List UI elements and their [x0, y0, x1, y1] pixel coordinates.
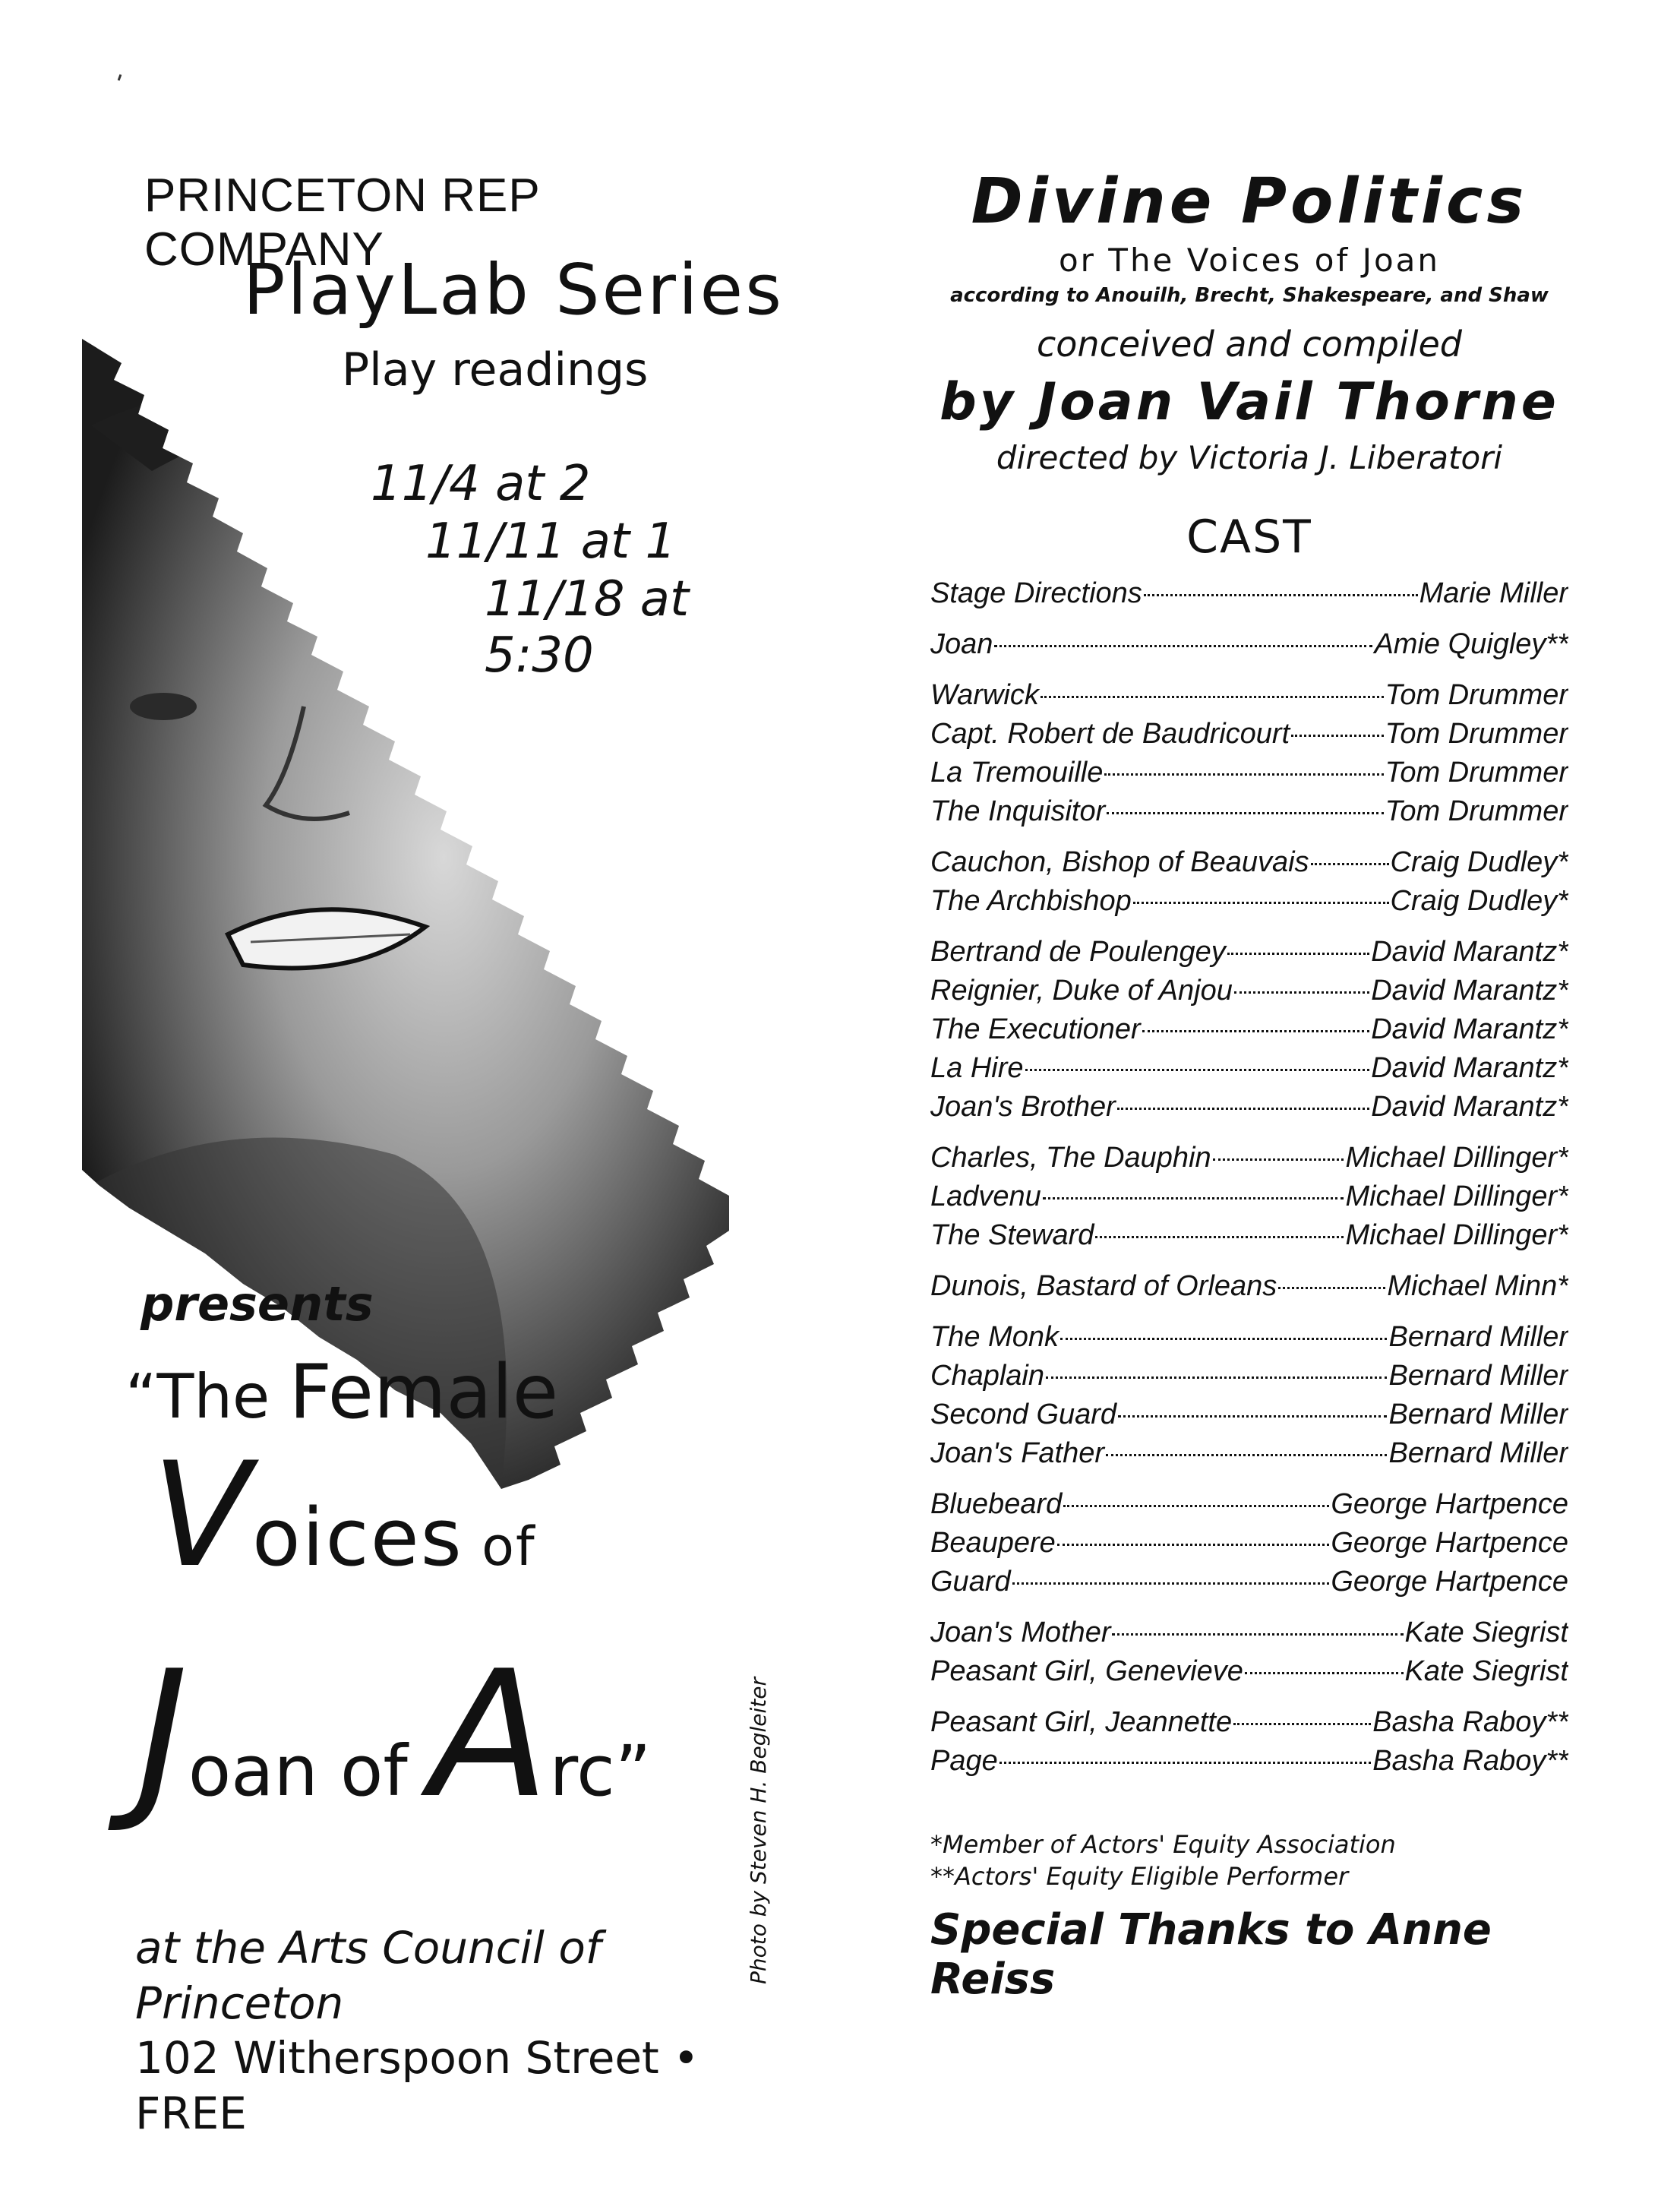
cast-role: Beaupere	[930, 1527, 1056, 1559]
cast-actor: Kate Siegrist	[1404, 1617, 1568, 1648]
cast-role: Dunois, Bastard of Orleans	[930, 1270, 1277, 1302]
dot-leader	[1107, 812, 1383, 814]
play-subtitle: or The Voices of Joan	[1058, 242, 1441, 279]
dot-leader	[1012, 1582, 1330, 1585]
cast-role: Second Guard	[930, 1399, 1117, 1430]
title-part: of	[463, 1516, 536, 1578]
cast-role: Joan's Father	[930, 1437, 1105, 1469]
cast-row	[930, 1655, 1568, 1694]
cast-row	[930, 1527, 1568, 1566]
cast-group	[930, 628, 1568, 667]
cast-row	[930, 1488, 1568, 1527]
show-title-line2	[152, 1431, 536, 1599]
dot-leader	[1213, 1158, 1344, 1161]
readings-label: Play readings	[342, 343, 649, 397]
special-thanks: Special Thanks to Anne Reiss	[930, 1905, 1492, 2004]
dot-leader	[1311, 863, 1389, 865]
cast-role: Joan	[930, 628, 993, 660]
dot-leader	[1112, 1633, 1403, 1636]
cast-actor: Basha Raboy**	[1372, 1706, 1568, 1738]
dot-leader	[1133, 902, 1389, 904]
title-part: J	[137, 1634, 188, 1837]
dot-leader	[1233, 1723, 1371, 1725]
dot-leader	[1060, 1338, 1388, 1340]
cast-role: Bertrand de Poulengey	[930, 936, 1226, 968]
cast-actor: David Marantz*	[1371, 975, 1568, 1007]
cast-row	[930, 1013, 1568, 1052]
cast-row	[930, 679, 1568, 718]
cast-list	[930, 577, 1568, 1796]
cast-heading: CAST	[1186, 510, 1312, 564]
cast-actor: Bernard Miller	[1388, 1321, 1568, 1353]
cast-role: La Tremouille	[930, 757, 1104, 789]
cast-actor: Craig Dudley*	[1390, 846, 1568, 878]
cast-group	[930, 1270, 1568, 1309]
cast-role: The Monk	[930, 1321, 1059, 1353]
cast-actor: Tom Drummer	[1385, 718, 1568, 750]
cast-role: Page	[930, 1745, 998, 1777]
cast-actor: Michael Dillinger*	[1345, 1142, 1568, 1174]
cast-role: Cauchon, Bishop of Beauvais	[930, 846, 1309, 878]
cast-group	[930, 577, 1568, 616]
dot-leader	[1234, 991, 1369, 994]
director-line: directed by Victoria J. Liberatori	[996, 439, 1503, 476]
cast-row	[930, 1270, 1568, 1309]
equity-note: **Actors' Equity Eligible Performer	[930, 1861, 1349, 1891]
dot-leader	[1046, 1376, 1387, 1379]
title-part: Female	[289, 1349, 559, 1436]
cast-role: Warwick	[930, 679, 1039, 711]
cast-actor: David Marantz*	[1371, 1091, 1568, 1123]
reading-date: 11/18 at 5:30	[485, 571, 690, 684]
title-part: A	[429, 1634, 550, 1837]
reading-date: 11/11 at 1	[425, 514, 677, 570]
dot-leader	[1142, 1030, 1370, 1032]
dot-leader	[1043, 1197, 1344, 1199]
cast-actor: George Hartpence	[1331, 1488, 1568, 1520]
title-part: rc”	[549, 1730, 652, 1812]
cast-actor: Basha Raboy**	[1372, 1745, 1568, 1777]
cast-role: Peasant Girl, Jeannette	[930, 1706, 1233, 1738]
cast-actor: Bernard Miller	[1388, 1399, 1568, 1430]
cast-row	[930, 885, 1568, 924]
cast-role: Stage Directions	[930, 577, 1142, 609]
cast-role: Charles, The Dauphin	[930, 1142, 1211, 1174]
title-part: oan of	[188, 1730, 430, 1812]
cast-role: Capt. Robert de Baudricourt	[930, 718, 1290, 750]
cast-group	[930, 1706, 1568, 1784]
cast-actor: Tom Drummer	[1385, 757, 1568, 789]
dot-leader	[1106, 1454, 1387, 1456]
cast-role: The Executioner	[930, 1013, 1141, 1045]
dot-leader	[1025, 1069, 1370, 1071]
cast-actor: Michael Dillinger*	[1345, 1181, 1568, 1212]
series-name: PlayLab Series	[243, 249, 785, 330]
cast-actor: Michael Dillinger*	[1345, 1219, 1568, 1251]
cast-role: Bluebeard	[930, 1488, 1063, 1520]
cast-row	[930, 846, 1568, 885]
show-title-line1	[125, 1349, 558, 1436]
cast-row	[930, 1399, 1568, 1437]
cast-role: Ladvenu	[930, 1181, 1041, 1212]
reading-date: 11/4 at 2	[371, 456, 591, 512]
cast-group	[930, 1617, 1568, 1694]
dot-leader	[1041, 696, 1384, 698]
conceived-line: conceived and compiled	[1037, 324, 1462, 365]
equity-notes	[930, 1829, 1568, 1892]
cast-group	[930, 1142, 1568, 1258]
cast-actor: Tom Drummer	[1385, 679, 1568, 711]
cast-row	[930, 795, 1568, 834]
photo-credit: Photo by Steven H. Begleiter	[746, 1677, 771, 1985]
cast-group	[930, 1488, 1568, 1604]
dot-leader	[1057, 1544, 1330, 1546]
cast-group	[930, 846, 1568, 924]
cast-actor: David Marantz*	[1371, 1013, 1568, 1045]
venue-line: 102 Witherspoon Street • FREE	[135, 2032, 699, 2139]
cast-row	[930, 1142, 1568, 1181]
cast-actor: Craig Dudley*	[1390, 885, 1568, 917]
sources-line: according to Anouilh, Brecht, Shakespeare, and Shaw	[950, 284, 1549, 307]
dot-leader	[1278, 1287, 1385, 1289]
dot-leader	[1063, 1505, 1329, 1507]
cast-actor: Kate Siegrist	[1404, 1655, 1568, 1687]
equity-note: *Member of Actors' Equity Association	[930, 1830, 1396, 1859]
presents-label: presents	[141, 1276, 374, 1332]
cast-actor: George Hartpence	[1331, 1566, 1568, 1598]
cast-row	[930, 1437, 1568, 1476]
cast-actor: Bernard Miller	[1388, 1437, 1568, 1469]
cast-row	[930, 936, 1568, 975]
cast-role: The Archbishop	[930, 885, 1132, 917]
cast-actor: Amie Quigley**	[1374, 628, 1568, 660]
cast-row	[930, 1181, 1568, 1219]
cast-group	[930, 679, 1568, 834]
cast-row	[930, 718, 1568, 757]
show-title-line3	[137, 1634, 652, 1837]
title-part: “The	[125, 1361, 289, 1432]
portrait-photo	[0, 0, 805, 2203]
dot-leader	[1117, 1108, 1369, 1110]
cast-row	[930, 1321, 1568, 1360]
cast-row	[930, 628, 1568, 667]
cast-group	[930, 936, 1568, 1130]
venue-line: at the Arts Council of Princeton	[135, 1922, 602, 2029]
cast-actor: Michael Minn*	[1387, 1270, 1568, 1302]
cast-actor: Marie Miller	[1419, 577, 1568, 609]
cast-row	[930, 757, 1568, 795]
title-part: V	[152, 1431, 252, 1599]
cast-row	[930, 1219, 1568, 1258]
cast-row	[930, 1360, 1568, 1399]
dot-leader	[1227, 953, 1370, 955]
play-title: Divine Politics	[971, 166, 1528, 238]
cast-row	[930, 577, 1568, 616]
dot-leader	[999, 1762, 1372, 1764]
venue-info	[135, 1920, 819, 2141]
author-line: by Joan Vail Thorne	[939, 372, 1559, 432]
cast-role: Guard	[930, 1566, 1011, 1598]
dot-leader	[994, 645, 1372, 647]
dot-leader	[1118, 1415, 1387, 1418]
cast-role: Chaplain	[930, 1360, 1044, 1392]
cast-actor: George Hartpence	[1331, 1527, 1568, 1559]
cast-actor: Bernard Miller	[1388, 1360, 1568, 1392]
dot-leader	[1144, 594, 1418, 596]
title-part: oices	[251, 1491, 463, 1584]
cast-group	[930, 1321, 1568, 1476]
cast-role: The Inquisitor	[930, 795, 1106, 827]
dot-leader	[1291, 735, 1383, 737]
portrait-photo-graphic	[0, 0, 805, 2203]
cast-row	[930, 1745, 1568, 1784]
dot-leader	[1245, 1672, 1404, 1674]
cast-row	[930, 1706, 1568, 1745]
cast-row	[930, 975, 1568, 1013]
cast-row	[930, 1091, 1568, 1130]
cast-actor: David Marantz*	[1371, 1052, 1568, 1084]
cast-actor: David Marantz*	[1371, 936, 1568, 968]
dot-leader	[1104, 773, 1383, 776]
cast-row	[930, 1052, 1568, 1091]
cast-role: Joan's Mother	[930, 1617, 1111, 1648]
company-name: PRINCETON REP COMPANY	[144, 169, 540, 276]
cast-role: The Steward	[930, 1219, 1094, 1251]
cast-role: Joan's Brother	[930, 1091, 1116, 1123]
cast-row	[930, 1566, 1568, 1604]
cast-actor: Tom Drummer	[1385, 795, 1568, 827]
flyer-column	[0, 0, 805, 2203]
cast-role: La Hire	[930, 1052, 1024, 1084]
cast-row	[930, 1617, 1568, 1655]
dot-leader	[1095, 1236, 1344, 1238]
cast-role: Reignier, Duke of Anjou	[930, 975, 1233, 1007]
cast-role: Peasant Girl, Genevieve	[930, 1655, 1243, 1687]
